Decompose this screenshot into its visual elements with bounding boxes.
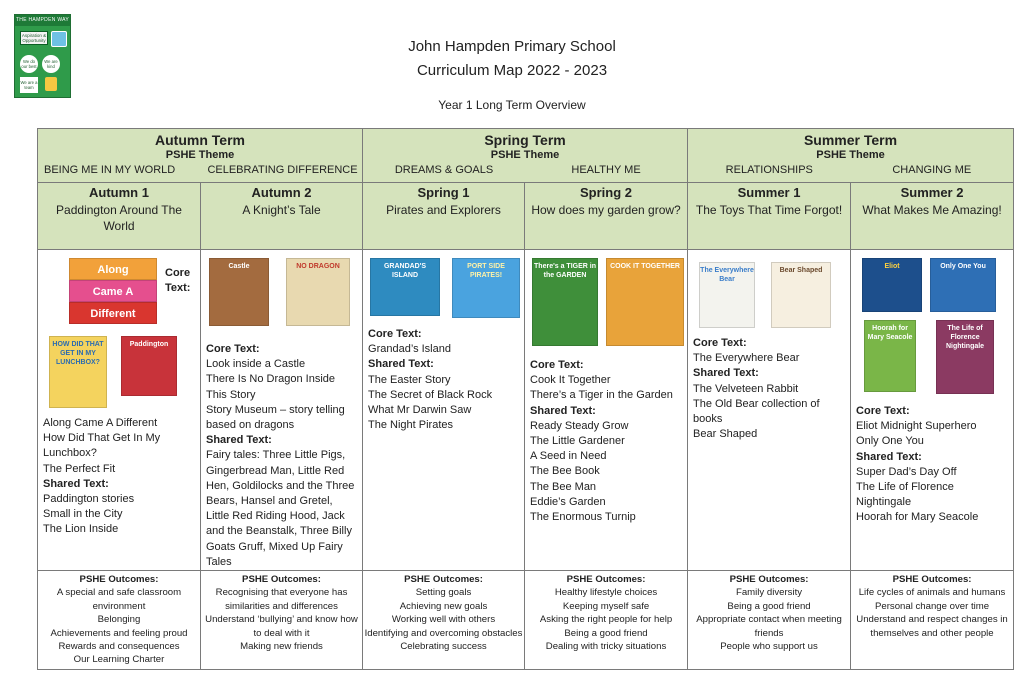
document-subtitle: Year 1 Long Term Overview [438, 98, 586, 112]
pshe-theme-label: PSHE Theme [165, 149, 235, 161]
shared-text-item: The Velveteen Rabbit [693, 382, 799, 395]
theme-item: HEALTHY ME [571, 164, 641, 176]
core-text-label: Core Text: [165, 267, 191, 294]
core-text-item: There’s a Tiger in the Garden [530, 389, 673, 402]
outcome-item: Appropriate contact when meeting friends [696, 614, 842, 639]
outcome-item: Understand and respect changes in themselves and other people [856, 614, 1008, 639]
shared-text-label: Shared Text: [43, 477, 109, 490]
outcomes-autumn-2 [201, 571, 363, 670]
theme-item: RELATIONSHIPS [725, 164, 813, 176]
half-term-cell [38, 183, 201, 250]
shared-text-item: The Easter Story [368, 373, 451, 386]
curriculum-table [37, 128, 1014, 670]
half-term-topic: A Knight’s Tale [242, 203, 321, 217]
half-term-topic: Pirates and Explorers [386, 203, 501, 217]
core-text-item: Only One You [856, 435, 924, 448]
pshe-theme-label: PSHE Theme [816, 149, 885, 161]
term-name: Spring Term [484, 132, 566, 148]
book-covers [530, 256, 683, 358]
outcomes-spring-2 [525, 571, 688, 670]
core-text-item: There Is No Dragon Inside This Story [206, 373, 336, 401]
book-cover: Along [69, 258, 157, 280]
content-row [38, 250, 1014, 571]
shared-text-label: Shared Text: [530, 404, 596, 417]
theme-item: CHANGING ME [892, 164, 972, 176]
content-summer-1 [688, 250, 851, 571]
outcome-item: Asking the right people for help [539, 614, 673, 626]
theme-item: BEING ME IN MY WORLD [44, 164, 176, 176]
term-name: Summer Term [803, 132, 898, 148]
outcome-item: Celebrating success [400, 641, 487, 653]
outcome-item: Belonging [97, 614, 141, 626]
content-spring-2 [525, 250, 688, 571]
outcome-item: Life cycles of animals and humans [858, 587, 1006, 599]
content-autumn-1 [38, 250, 201, 571]
book-cover: COOK IT TOGETHER [606, 258, 684, 346]
shared-text-item: The Lion Inside [43, 523, 119, 536]
outcomes-row [38, 571, 1014, 670]
core-text-item: Look inside a Castle [206, 358, 306, 371]
outcomes-title: PSHE Outcomes: [242, 574, 321, 586]
shared-text-item: The Enormous Turnip [530, 511, 636, 524]
core-text-item: The Perfect Fit [43, 462, 116, 475]
outcome-item: Being a good friend [564, 627, 648, 639]
book-cover: NO DRAGON [286, 258, 350, 326]
content-autumn-2 [201, 250, 363, 571]
half-term-name: Spring 2 [580, 185, 633, 200]
book-cover: Hoorah for Mary Seacole [864, 320, 916, 392]
core-text-label: Core Text: [206, 343, 260, 355]
outcome-item: Our Learning Charter [73, 654, 165, 666]
book-cover: Different [69, 302, 157, 324]
book-cover: HOW DID THAT GET IN MY LUNCHBOX? [49, 336, 107, 408]
outcome-item: Identifying and overcoming obstacles [364, 627, 523, 639]
document-title: Curriculum Map 2022 - 2023 [416, 62, 608, 79]
outcome-item: Personal change over time [874, 600, 990, 612]
logo-sign-best: We do our best [20, 55, 38, 73]
shared-text-label: Shared Text: [206, 434, 272, 447]
book-covers [368, 256, 520, 327]
shared-text-item: Hoorah for Mary Seacole [856, 511, 979, 524]
half-term-topic: How does my garden grow? [531, 203, 681, 217]
outcomes-spring-1 [363, 571, 525, 670]
outcome-item: Keeping myself safe [562, 600, 650, 612]
shared-text-item: What Mr Darwin Saw [368, 404, 472, 417]
core-text-item: Grandad’s Island [368, 343, 451, 356]
outcomes-title: PSHE Outcomes: [404, 574, 483, 586]
theme-list [363, 164, 687, 176]
book-cover: Came A [69, 280, 157, 302]
half-term-cell [525, 183, 688, 250]
half-term-cell [851, 183, 1014, 250]
outcome-item: Healthy lifestyle choices [554, 587, 658, 599]
outcome-item: Working well with others [391, 614, 496, 626]
book-covers [693, 256, 846, 336]
book-cover: Paddington [121, 336, 177, 396]
shared-text-item: A Seed in Need [530, 450, 607, 463]
shared-text-item: The Old Bear collection of books [693, 397, 820, 426]
outcome-item: Recognising that everyone has similarities and differences [215, 587, 348, 612]
outcomes-title: PSHE Outcomes: [566, 574, 646, 586]
outcome-item: Achieving new goals [399, 600, 488, 612]
shared-text-item: Super Dad’s Day Off [856, 465, 957, 478]
core-text-item: Cook It Together [530, 374, 611, 387]
book-cover: PORT SIDE PIRATES! [452, 258, 520, 318]
term-name: Autumn Term [155, 132, 245, 148]
book-cover: The Everywhere Bear [699, 262, 755, 328]
shared-text-label: Shared Text: [368, 358, 434, 371]
half-term-cell [688, 183, 851, 250]
outcome-item: A special and safe classroom environment [56, 587, 182, 612]
core-text-item: Story Museum – story telling based on dragons [206, 403, 345, 432]
book-cover: Eliot [862, 258, 922, 312]
content-summer-2 [851, 250, 1014, 571]
logo-band: THE HAMPDEN WAY [15, 15, 70, 26]
outcomes-title: PSHE Outcomes: [892, 574, 972, 586]
half-term-topic: What Makes Me Amazing! [862, 203, 1002, 217]
half-term-cell [201, 183, 363, 250]
shared-text-item: Small in the City [43, 508, 123, 521]
theme-list [688, 164, 1013, 176]
term-spring [363, 129, 688, 183]
logo-sign-yellow [45, 77, 57, 91]
outcomes-title: PSHE Outcomes: [79, 574, 159, 586]
shared-text-item: Eddie’s Garden [530, 495, 606, 508]
shared-text-item: Fairy tales: Three Little Pigs, Gingerbread Man, Little Red Hen, Goldilocks and the Three Bears, Hansel and Gretel, Little Red Riding Hood, Jack and the Beanstalk, Three Billy Goats Gruff, Mixed Up Fairy Tales [206, 449, 355, 568]
shared-text-item: The Bee Book [530, 465, 600, 478]
outcome-item: Rewards and consequences [58, 641, 180, 653]
book-covers [206, 256, 358, 342]
shared-text-item: Paddington stories [43, 493, 135, 506]
book-cover: Castle [209, 258, 269, 326]
logo-sign-aspiration: Aspiration & Opportunity [21, 33, 47, 43]
core-text-label: Core Text: [368, 328, 422, 340]
half-term-topic: The Toys That Time Forgot! [695, 203, 843, 217]
shared-text-item: The Secret of Black Rock [368, 388, 493, 401]
outcomes-autumn-1 [38, 571, 201, 670]
theme-list [38, 164, 362, 176]
shared-text-item: The Night Pirates [368, 419, 453, 432]
outcome-item: Achievements and feeling proud [50, 627, 188, 639]
pshe-theme-label: PSHE Theme [490, 149, 560, 161]
core-text-item: How Did That Get In My Lunchbox? [43, 432, 161, 460]
outcome-item: Making new friends [240, 641, 323, 653]
half-term-name: Summer 2 [900, 185, 964, 200]
outcome-item: Being a good friend [727, 600, 811, 612]
core-text-label: Core Text: [693, 337, 747, 349]
shared-text-label: Shared Text: [693, 367, 759, 380]
core-text-label: Core Text: [856, 405, 910, 417]
term-row [38, 129, 1014, 183]
book-cover: The Life of Florence Nightingale [936, 320, 994, 394]
outcome-item: Setting goals [415, 587, 472, 599]
outcome-item: Understand ‘bullying’ and know how to deal with it [205, 614, 358, 639]
half-term-topic: Paddington Around The World [56, 203, 182, 233]
core-text-item: Along Came A Different [43, 417, 158, 429]
school-name: John Hampden Primary School [408, 38, 616, 55]
half-term-name: Spring 1 [417, 185, 470, 200]
half-term-name: Autumn 2 [251, 185, 312, 200]
book-covers [856, 256, 1009, 404]
term-summer [688, 129, 1014, 183]
outcomes-summer-1 [688, 571, 851, 670]
shared-text-item: The Life of Florence Nightingale [856, 481, 954, 509]
book-cover: Bear Shaped [771, 262, 831, 328]
term-autumn [38, 129, 363, 183]
shared-text-item: Bear Shaped [693, 428, 758, 441]
theme-item: CELEBRATING DIFFERENCE [207, 164, 358, 176]
half-term-row [38, 183, 1014, 250]
book-cover: Only One You [930, 258, 996, 312]
shared-text-label: Shared Text: [856, 450, 922, 463]
logo-sign-team: We are a team [20, 77, 38, 93]
outcome-item: Dealing with tricky situations [545, 641, 667, 653]
logo-sign-kind: We are kind [42, 55, 60, 73]
shared-text-item: The Little Gardener [530, 435, 625, 448]
shared-text-item: The Bee Man [530, 480, 597, 493]
core-text-label: Core Text: [530, 359, 584, 371]
core-text-item: Eliot Midnight Superhero [856, 420, 977, 433]
shared-text-item: Ready Steady Grow [530, 419, 629, 432]
outcome-item: People who support us [720, 641, 818, 653]
book-cover: GRANDAD'S ISLAND [370, 258, 440, 316]
half-term-name: Summer 1 [737, 185, 801, 200]
content-spring-1 [363, 250, 525, 571]
core-text-item: The Everywhere Bear [693, 352, 800, 365]
outcomes-summer-2 [851, 571, 1014, 670]
book-covers [43, 256, 196, 416]
outcome-item: Family diversity [735, 587, 803, 599]
book-cover: There's a TIGER in the GARDEN [532, 258, 598, 346]
half-term-name: Autumn 1 [89, 185, 149, 200]
theme-item: DREAMS & GOALS [394, 164, 494, 176]
school-logo [14, 14, 71, 98]
outcomes-title: PSHE Outcomes: [729, 574, 809, 586]
half-term-cell [363, 183, 525, 250]
